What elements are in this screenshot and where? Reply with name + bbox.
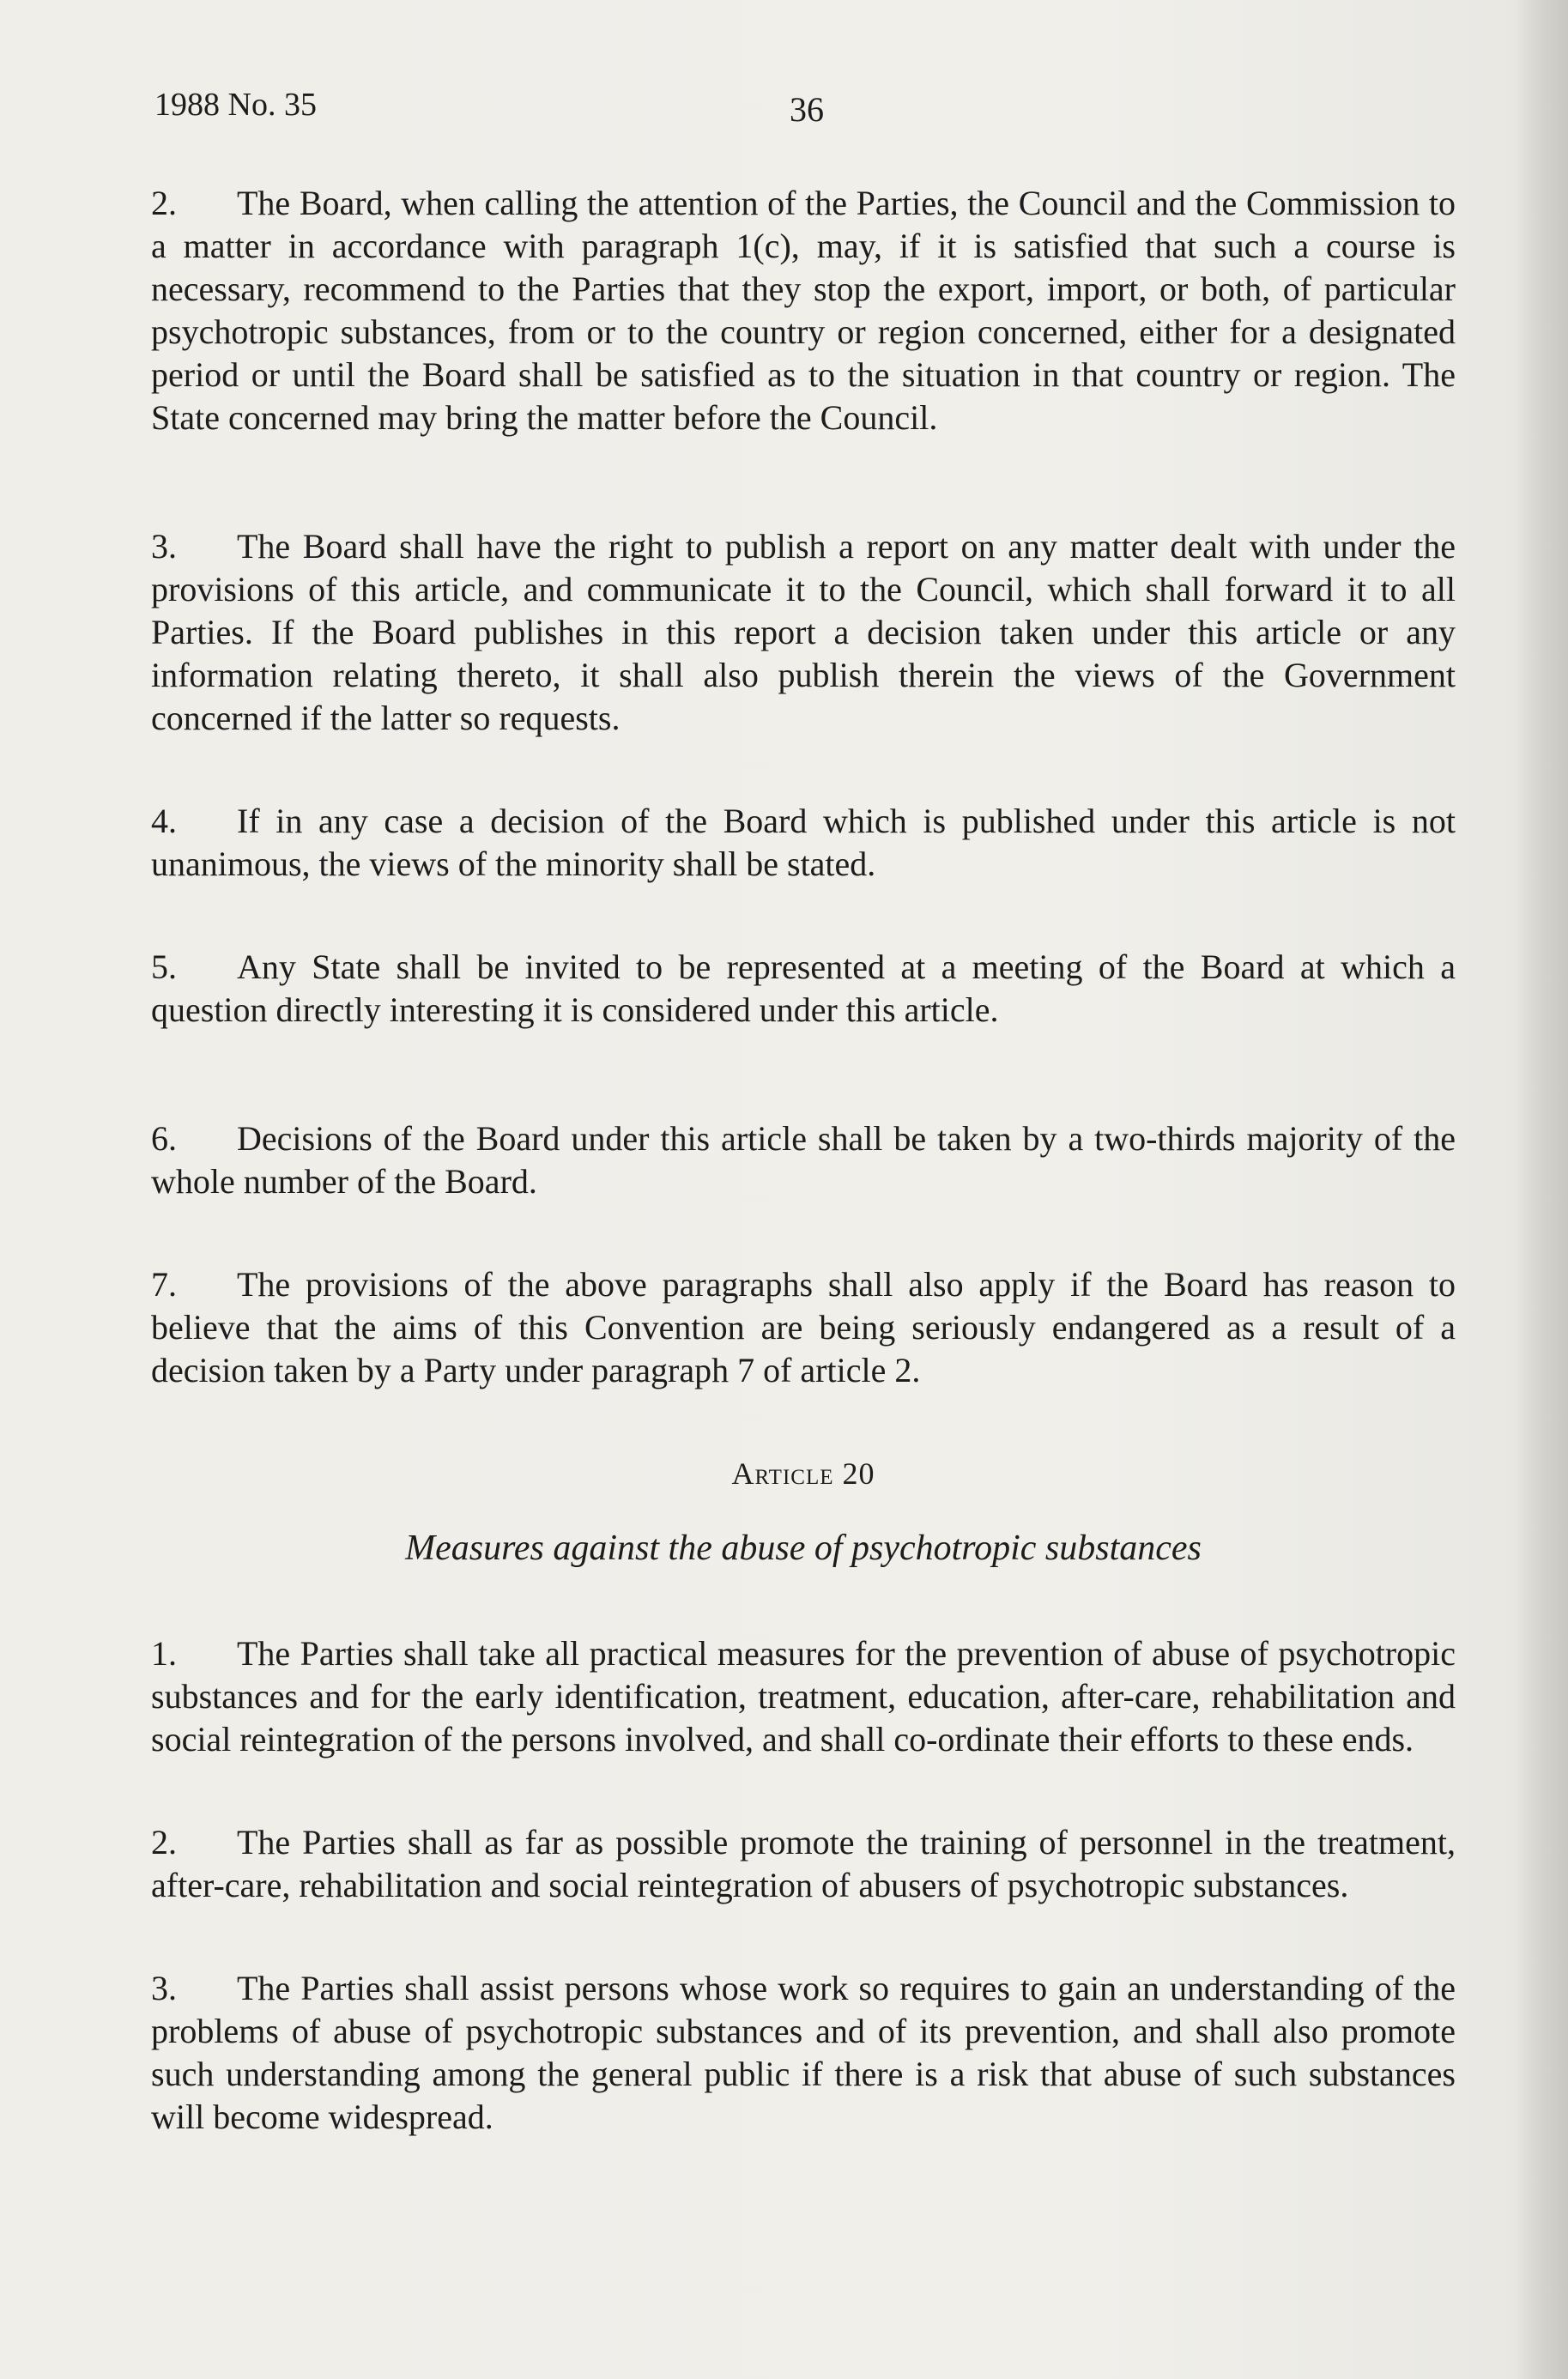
paragraph-number: 1. bbox=[151, 1634, 177, 1673]
paragraph-text: Decisions of the Board under this article shall be taken by a two-thirds majority of the whole number of the Board. bbox=[151, 1119, 1456, 1201]
paragraph bbox=[151, 1632, 1456, 1761]
paragraph-number: 3. bbox=[151, 527, 177, 566]
paragraph-number: 3. bbox=[151, 1969, 177, 2007]
article-title: Measures against the abuse of psychotropic substances bbox=[405, 1528, 1202, 1568]
paragraph-text: The Parties shall as far as possible promote the training of personnel in the treatment, after-care, rehabilitation and social reintegration of abusers of psychotropic substances. bbox=[151, 1823, 1456, 1904]
page-number: 36 bbox=[790, 90, 824, 129]
paragraph bbox=[151, 946, 1456, 1032]
paragraph-number: 4. bbox=[151, 802, 177, 840]
paragraph-text: The Parties shall take all practical measures for the prevention of abuse of psychotropic substances and for the early identification, treatment, education, after-care, rehabilitation and social reintegration of the persons involved, and shall co-ordinate their efforts to these ends. bbox=[151, 1634, 1456, 1759]
paragraph bbox=[151, 800, 1456, 886]
paragraph bbox=[151, 1821, 1456, 1907]
article-heading: Article 20 bbox=[731, 1456, 875, 1491]
page-content bbox=[151, 182, 1456, 2139]
paragraph bbox=[151, 525, 1456, 740]
paragraph-number: 2. bbox=[151, 184, 177, 222]
paragraph-number: 7. bbox=[151, 1265, 177, 1304]
paragraph-number: 6. bbox=[151, 1119, 177, 1158]
paragraph bbox=[151, 182, 1456, 439]
paragraph bbox=[151, 1967, 1456, 2139]
paragraph-text: If in any case a decision of the Board which is published under this article is not unanimous, the views of the minority shall be stated. bbox=[151, 802, 1456, 883]
paragraph-number: 2. bbox=[151, 1823, 177, 1861]
paragraph-number: 5. bbox=[151, 947, 177, 986]
page-edge-shadow bbox=[1517, 0, 1568, 2379]
paragraph-text: The Board, when calling the attention of the Parties, the Council and the Commission to a matter in accordance with paragraph 1(c), may, if it is satisfied that such a course is necessary, recommend to the Parties that they stop the export, import, or both, of particular psychotropic substances, from or to the country or region concerned, either for a designated period or until the Board shall be satisfied as to the situation in that country or region. The State concerned may bring the matter before the Council. bbox=[151, 184, 1456, 437]
paragraph-text: The provisions of the above paragraphs shall also apply if the Board has reason to believe that the aims of this Convention are being seriously endangered as a result of a decision taken by a Party under paragraph 7 of article 2. bbox=[151, 1265, 1456, 1389]
paragraph-text: The Board shall have the right to publish a report on any matter dealt with under the provisions of this article, and communicate it to the Council, which shall forward it to all Parties. If the Board publishes in this report a decision taken under this article or any information relating thereto, it shall also publish therein the views of the Government concerned if the latter so requests. bbox=[151, 527, 1456, 737]
paragraph-text: Any State shall be invited to be represented at a meeting of the Board at which a question directly interesting it is considered under this article. bbox=[151, 947, 1456, 1029]
paragraph-text: The Parties shall assist persons whose work so requires to gain an understanding of the problems of abuse of psychotropic substances and of its prevention, and shall also promote such understanding among the general public if there is a risk that abuse of such substances will become widespread. bbox=[151, 1969, 1456, 2136]
document-reference: 1988 No. 35 bbox=[154, 87, 317, 123]
paragraph bbox=[151, 1117, 1456, 1203]
paragraph bbox=[151, 1263, 1456, 1392]
